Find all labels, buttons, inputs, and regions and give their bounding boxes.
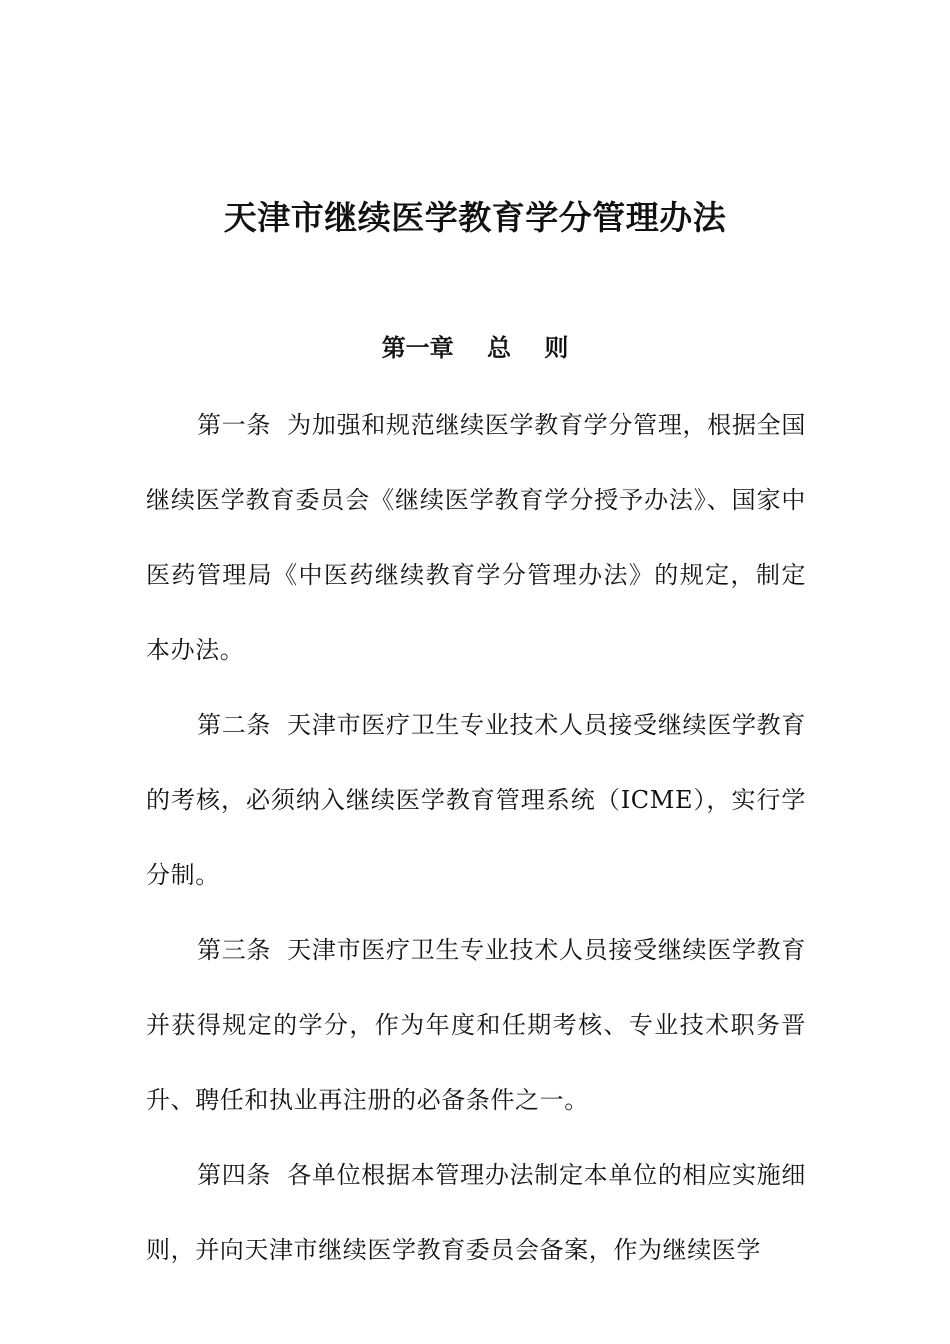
- chapter-heading: 第一章 总 则: [381, 334, 569, 362]
- article-number: 第四条: [197, 1161, 272, 1189]
- article-text: 天津市医疗卫生专业技术人员接受继续医学教育并获得规定的学分，作为年度和任期考核、专业技术职务晋升、聘任和执业再注册的必备条件之一。: [146, 936, 806, 1114]
- article-3: [146, 913, 806, 1138]
- article-number: 第三条: [197, 936, 272, 964]
- article-text: 各单位根据本管理办法制定本单位的相应实施细则，并向天津市继续医学教育委员会备案，作为继续医学: [146, 1161, 806, 1264]
- article-2: [146, 688, 806, 913]
- article-4: [146, 1138, 806, 1288]
- article-1: [146, 388, 806, 688]
- document-body: [146, 388, 806, 1288]
- article-text: 为加强和规范继续医学教育学分管理，根据全国继续医学教育委员会《继续医学教育学分授予办法》、国家中医药管理局《中医药继续教育学分管理办法》的规定，制定本办法。: [146, 411, 806, 664]
- document-title: 天津市继续医学教育学分管理办法: [223, 198, 727, 237]
- article-number: 第二条: [197, 711, 272, 739]
- article-number: 第一条: [197, 411, 272, 439]
- article-text: 天津市医疗卫生专业技术人员接受继续医学教育的考核，必须纳入继续医学教育管理系统（ICME），实行学分制。: [146, 711, 806, 889]
